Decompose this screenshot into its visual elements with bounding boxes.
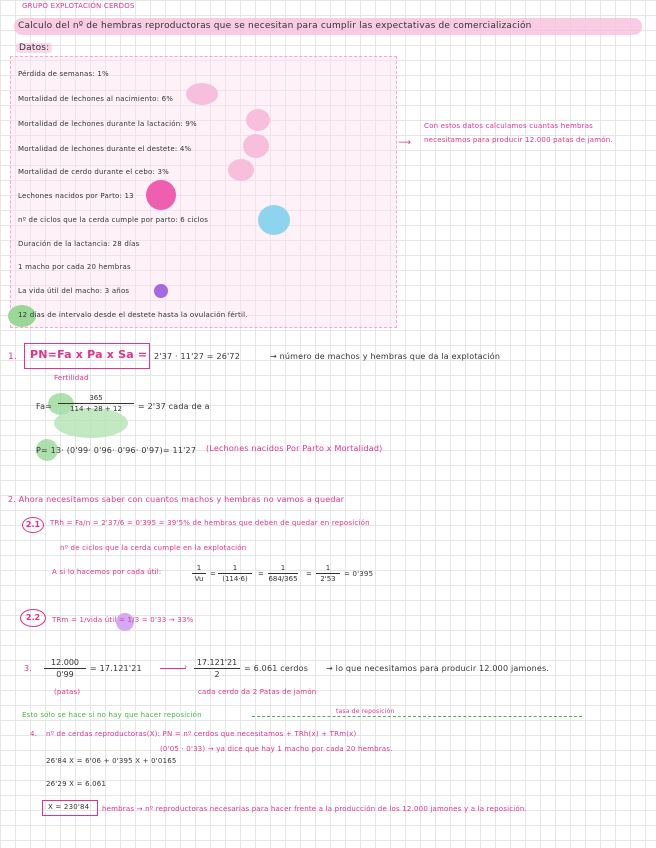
step2-heading: 2. Ahora necesitamos saber con cuantos machos y hembras no vamos a quedar (8, 495, 345, 504)
frac-den: 684/365 (268, 575, 298, 583)
highlight-dot (186, 83, 218, 105)
frac-den: 0'99 (56, 670, 74, 679)
pn-calc: 2'37 · 11'27 = 26'72 (154, 352, 241, 361)
frac-num: 1 (280, 564, 286, 572)
data-item: Mortalidad de lechones durante el destete: 4% (18, 145, 192, 153)
fa-numerator: 365 (89, 394, 103, 402)
step4-line1: 26'84 X = 6'06 + 0'395 X + 0'0165 (46, 757, 177, 765)
data-note: Con estos datos calculamos cuantas hembras necesitamos para producir 12.000 patas de jamón. (424, 122, 613, 144)
frac-num: 17.121'21 (196, 658, 238, 667)
frac-num: 1 (232, 564, 238, 572)
step3-calc1: = 17.121'21 (90, 664, 142, 673)
step21-number: 2.1 (22, 517, 44, 533)
s21-frac1 (192, 564, 206, 583)
step4-line2: 26'29 X = 6.061 (46, 780, 107, 788)
equals-sign: = (210, 570, 216, 578)
pn-formula: PN=Fa x Pa x Sa = (30, 348, 148, 361)
step22-number: 2.2 (20, 609, 46, 627)
step3-calc2: = 6.061 cerdos (244, 664, 309, 673)
step4-answer: X = 230'84 (48, 803, 90, 811)
step3-frac2 (194, 658, 240, 679)
s22-formula: TRm = 1/vida útil = 1/3 = 0'33 → 33% (52, 616, 194, 624)
arrow-line (160, 668, 186, 669)
data-item: Lechones nacidos por Parto: 13 (18, 192, 134, 200)
data-item: 12 días de intervalo desde el destete hasta la ovulación fértil. (18, 311, 248, 319)
fa-denominator: 114 + 28 + 12 (70, 405, 122, 413)
step3-note: cada cerdo da 2 Patas de jamón (198, 688, 317, 696)
frac-num: 1 (325, 564, 331, 572)
page-title: Calculo del nº de hembras reproductoras que se necesitan para cumplir las expectativas de comercialización (18, 21, 532, 31)
step3-sub: (patas) (54, 688, 81, 696)
fa-result: = 2'37 cada de a (138, 402, 210, 411)
highlight-dot (243, 134, 269, 158)
data-item: Pérdida de semanas: 1% (18, 70, 109, 78)
pa-note: (Lechones nacidos Por Parto x Mortalidad) (206, 444, 383, 453)
frac-den: (114·6) (222, 575, 248, 583)
step4-heading: nº de cerdas reproductoras(X): PN = nº cerdos que necesitamos + TRh(x) + TRm(x) (46, 730, 357, 738)
fa-fraction (58, 394, 134, 413)
step3-number: 3. (24, 664, 33, 673)
frac-den: 2'53 (320, 575, 336, 583)
fa-label: Fa= (36, 402, 53, 411)
s21-alt: A si lo hacemos por cada útil: (52, 568, 162, 576)
frac-num: 12.000 (51, 658, 79, 667)
highlight-dot (154, 284, 168, 298)
data-item: Mortalidad de lechones al nacimiento: 6% (18, 95, 174, 103)
highlight-dot (146, 180, 176, 210)
data-title: Datos: (16, 43, 52, 53)
frac-num: 1 (196, 564, 202, 572)
equals-sign: = (258, 570, 264, 578)
header-label: GRUPO EXPLOTACIÓN CERDOS (22, 2, 135, 10)
s21-frac2 (218, 564, 252, 583)
step4-pink-note: (0'05 · 0'33) → ya dice que hay 1 macho por cada 20 hembras. (160, 745, 393, 753)
formula-sub: Fertilidad (54, 374, 89, 382)
data-item: Mortalidad de lechones durante la lactación: 9% (18, 120, 197, 128)
s21-frac3 (268, 564, 298, 583)
data-item: Duración de la lactancia: 28 días (18, 240, 140, 248)
frac-den: Vu (194, 575, 204, 583)
step3-frac (44, 658, 86, 679)
data-item: nº de ciclos que la cerda cumple por parto: 6 ciclos (18, 216, 209, 224)
step1-number: 1. (8, 352, 17, 362)
s21-result: = 0'395 (344, 570, 374, 578)
data-item: La vida útil del macho: 3 años (18, 287, 130, 295)
pn-result: → número de machos y hembras que da la explotación (270, 352, 501, 361)
step4-small-note: tasa de reposición (336, 708, 395, 715)
s21-frac4 (316, 564, 340, 583)
data-item: 1 macho por cada 20 hembras (18, 263, 131, 271)
step4-answer-note: hembras → nº reproductoras necesarias para hacer frente a la producción de los 12.000 jamones y a la reposición. (102, 805, 527, 813)
s21-formula: TRh = Fa/n = 2'37/6 = 0'395 = 39'5% de hembras que deben de quedar en reposición (50, 519, 370, 527)
data-item: Mortalidad de cerdo durante el cebo: 3% (18, 168, 169, 176)
step3-result: → lo que necesitamos para producir 12.000 jamones. (326, 664, 550, 673)
arrow-icon: › (184, 662, 188, 671)
highlight-dot (228, 159, 254, 181)
highlight-dot (246, 109, 270, 131)
green-note: Esto sólo se hace si no hay que hacer reposición (22, 711, 206, 719)
dashed-line (252, 716, 582, 717)
step4-number: 4. (30, 730, 38, 738)
s21-note: nº de ciclos que la cerda cumple en la explotación (60, 544, 247, 552)
pa-line: P= 13· (0'99· 0'96· 0'96· 0'97)= 11'27 (36, 446, 197, 455)
frac-den: 2 (214, 670, 220, 679)
highlight-dot (258, 205, 290, 235)
arrow-icon: ⟶ (398, 138, 411, 148)
equals-sign: = (306, 570, 312, 578)
